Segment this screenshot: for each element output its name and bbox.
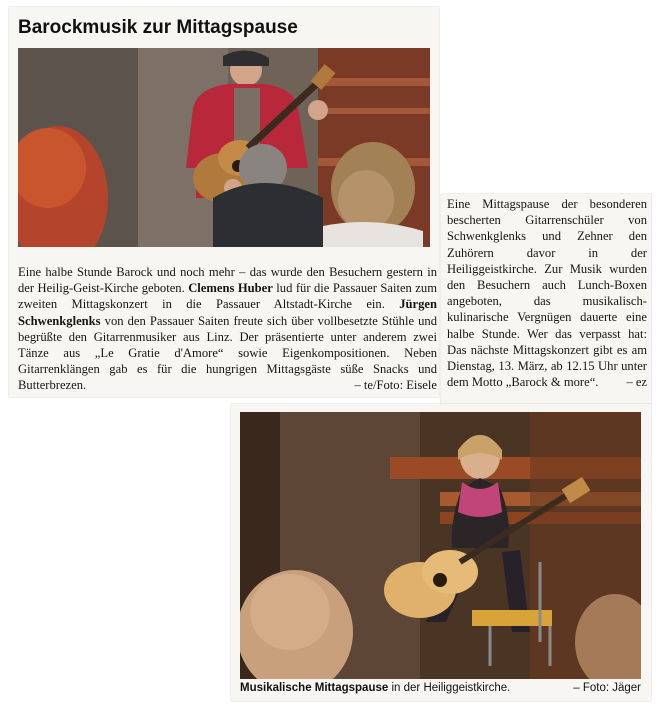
article-clipping-bottom — [231, 404, 651, 701]
headline: Barockmusik zur Mittagspause — [18, 17, 298, 38]
paragraph-1-text-c: von den Passauer Saiten freute sich über vollbesetzte Stühle und begrüßte den Gitarrenmusiker aus Linz. Der präsentierte unter anderem zwei Tänze aus „Le Gratie d'Amore“ sowie Eigenkompositionen. Neben Gitarrenklängen gab es für die hungrigen Mittagsgäste süße Snacks und Butterbrezen. — [18, 313, 437, 393]
article-clipping-right — [441, 194, 651, 404]
author-credit-ez: – ez — [626, 375, 647, 390]
photo-guitarist-illustration — [18, 48, 430, 247]
paragraph-2-text: Eine Mittagspause der besonderen bescherten Gitarrenschüler von Schwenkglenks und Zehner den Zuhörern davor in der Heiliggeistkirche. Zur Musik wurden den Besuchern auch Lunch-Boxen angeboten, das musikalisch-kulinarische Vergnügen dauerte eine halbe Stunde. Wer das verpasst hat: Das nächste Mittagskonzert gibt es am Dienstag, 13. März, ab 12.15 Uhr unter dem Motto „Barock & more“. — [447, 197, 647, 390]
paragraph-1-text-a: Eine halbe Stunde Barock und noch mehr – das wurde den Besuchern gestern in der Heilig-Geist-Kirche geboten. — [18, 265, 437, 296]
photo-credit-bottom: – Foto: Jäger — [573, 682, 641, 694]
paragraph-1-name-huber: Clemens Huber — [188, 281, 273, 296]
photo-caption — [240, 682, 641, 694]
paragraph-1-text-b: lud für die Passauer Saiten zum zweiten Mittagskonzert in die Passauer Altstadt-Kirche ein. — [18, 281, 437, 312]
paragraph-1-name-schwenkglenks: Jürgen Schwenkglenks — [18, 297, 437, 328]
article-clipping-top — [9, 7, 439, 397]
photo-student-illustration — [240, 412, 641, 679]
photo-credit-top: – te/Foto: Eisele — [354, 378, 437, 393]
article-paragraph-1 — [18, 264, 437, 394]
caption-text: in der Heiliggeistkirche. — [388, 682, 511, 694]
photo-guitarist-church — [18, 48, 430, 247]
caption-bold: Musikalische Mittagspause — [240, 682, 389, 694]
photo-guitarist-woman — [240, 412, 641, 679]
article-paragraph-2 — [447, 196, 647, 390]
